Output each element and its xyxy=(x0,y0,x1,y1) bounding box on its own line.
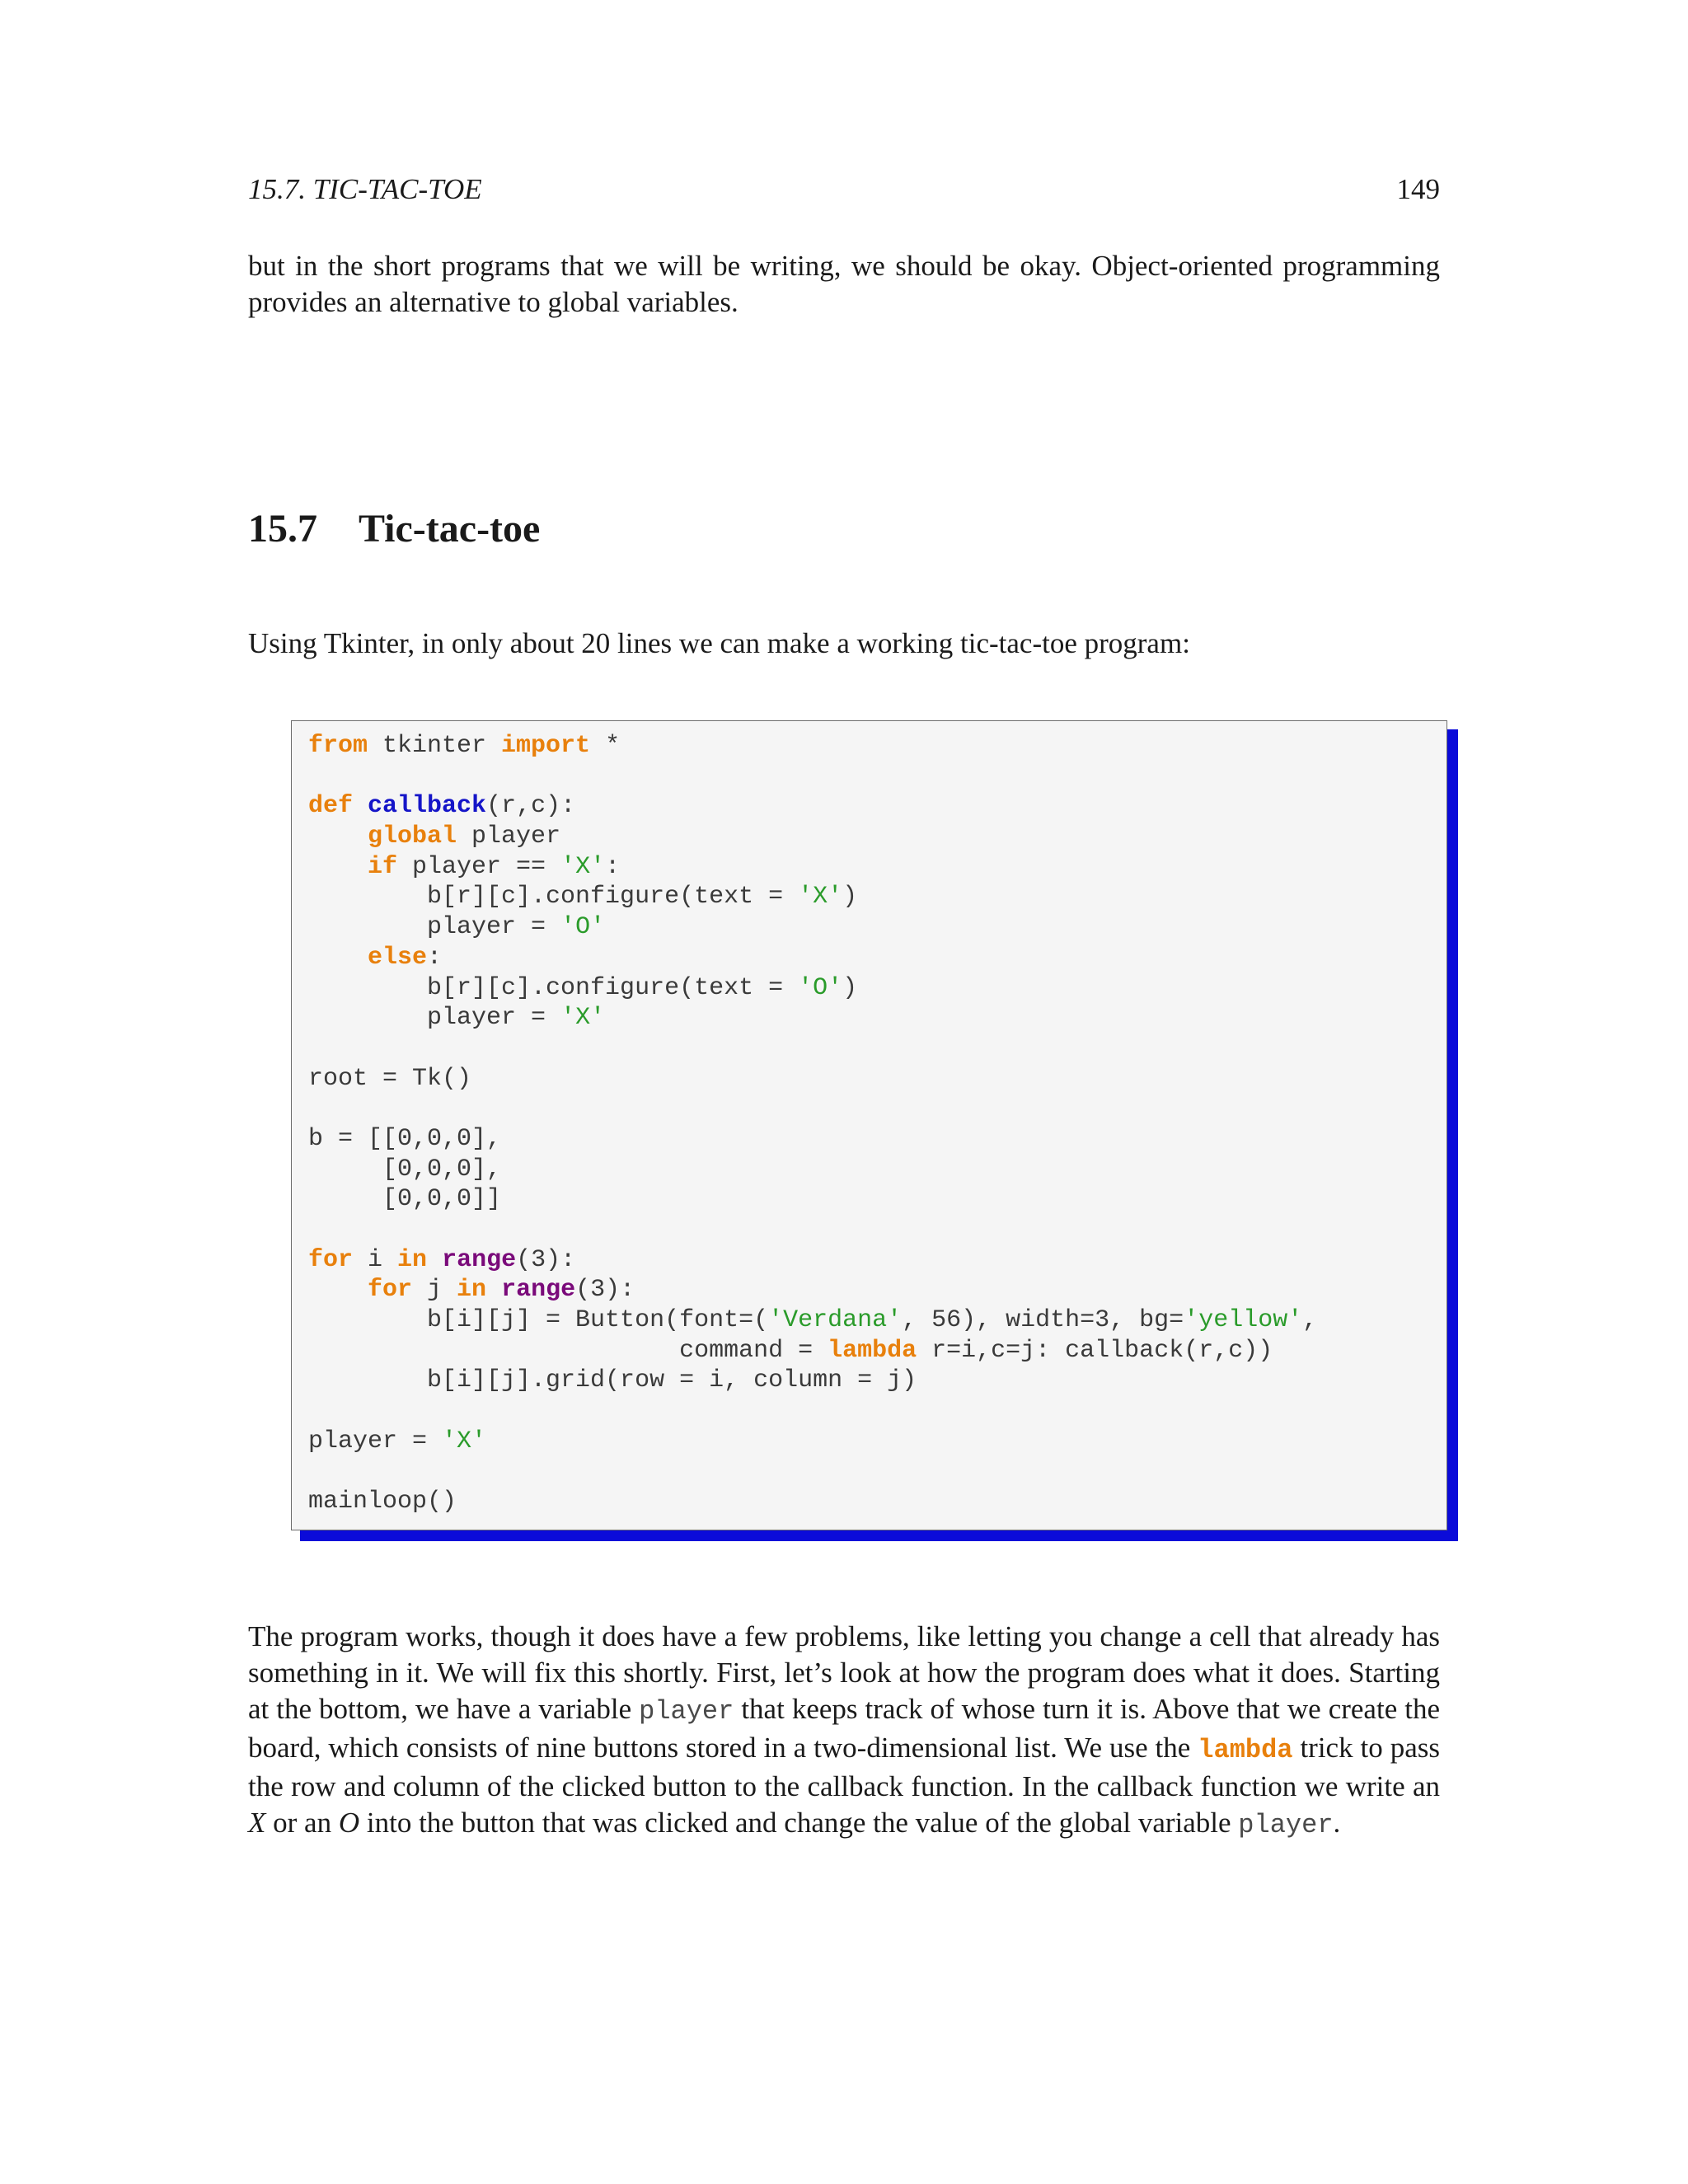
code-token: b[r][c].configure(text = xyxy=(308,883,799,912)
closing-text-6: . xyxy=(1333,1807,1341,1839)
intro-paragraph: but in the short programs that we will be writing, we should be okay. Object-oriented programming provides an alternative to global variables. xyxy=(248,250,1440,318)
code-token xyxy=(353,792,368,820)
code-token: tkinter xyxy=(368,732,502,760)
closing-text-2: that keeps track of whose turn it is. Above that we create the board, which consists of nine buttons stored in a two-dimensional list. We use the xyxy=(248,1693,1440,1764)
code-token xyxy=(427,1246,442,1274)
code-token: import xyxy=(501,732,591,760)
code-token: i xyxy=(353,1245,398,1274)
emphasis-o: O xyxy=(338,1807,360,1839)
code-line xyxy=(308,912,1317,943)
code-line xyxy=(308,1064,1317,1094)
code-token: (r,c): xyxy=(486,792,576,821)
code-token: (3): xyxy=(575,1276,635,1305)
code-line xyxy=(308,1336,1317,1366)
code-token: r=i,c=j: callback(r,c)) xyxy=(917,1336,1273,1365)
code-token: lambda xyxy=(828,1336,917,1365)
code-token: else xyxy=(368,943,428,972)
code-token: in xyxy=(397,1245,428,1274)
closing-text-5: into the button that was clicked and change the value of the global variable xyxy=(359,1807,1239,1839)
code-token: 'X' xyxy=(442,1427,487,1455)
code-token: 'X' xyxy=(798,883,843,912)
code-token: , xyxy=(1302,1306,1318,1335)
code-token xyxy=(308,1276,368,1304)
inline-code-player-2: player xyxy=(1238,1810,1334,1840)
code-token: in xyxy=(457,1276,487,1305)
code-token: [0,0,0], xyxy=(308,1155,502,1183)
code-token: 'O' xyxy=(798,973,843,1002)
code-token: ) xyxy=(842,883,858,912)
code-token: 'O' xyxy=(560,913,606,942)
code-token xyxy=(308,823,368,851)
section-title: Tic-tac-toe xyxy=(359,507,541,551)
code-token: b[r][c].configure(text = xyxy=(308,973,799,1002)
code-token: [0,0,0]] xyxy=(308,1185,502,1214)
code-line xyxy=(308,852,1317,883)
code-token: root = Tk() xyxy=(308,1064,472,1093)
code-token: ) xyxy=(842,973,858,1002)
code-token: : xyxy=(427,943,443,972)
code-token: player = xyxy=(308,1004,561,1033)
code-listing xyxy=(291,720,1447,1530)
chapter-title: 15.7. TIC-TAC-TOE xyxy=(248,173,482,205)
code-token: global xyxy=(368,823,457,851)
code-token: : xyxy=(605,852,621,881)
code-token: player = xyxy=(308,1427,443,1455)
page-number: 149 xyxy=(1396,173,1440,205)
code-line xyxy=(308,1124,1317,1155)
code-token: 'X' xyxy=(560,1004,606,1033)
code-token: if xyxy=(368,852,398,881)
code-line xyxy=(308,791,1317,822)
running-header xyxy=(248,171,1440,208)
code-token: def xyxy=(308,792,354,821)
closing-text-1: The program works, though it does have a few problems, like letting you change a cell that already has something in it. We will fix this shortly. First, let’s look at how the program does what it does. Starting at the bottom, we have a variable xyxy=(248,1620,1440,1725)
code-token: player == xyxy=(397,852,561,881)
code-token: 'yellow' xyxy=(1184,1306,1303,1335)
code-line xyxy=(308,1094,1317,1124)
code-lines xyxy=(308,731,1317,1517)
code-line xyxy=(308,1427,1317,1457)
code-line xyxy=(308,1305,1317,1336)
code-token: j xyxy=(412,1276,457,1305)
code-line xyxy=(308,1245,1317,1276)
code-token: player = xyxy=(308,913,561,942)
code-line xyxy=(308,1184,1317,1215)
code-line xyxy=(308,1003,1317,1033)
code-token: b = [[0,0,0], xyxy=(308,1124,502,1153)
code-line xyxy=(308,1396,1317,1427)
code-line xyxy=(308,1215,1317,1245)
code-token: from xyxy=(308,732,368,760)
code-token: command = xyxy=(308,1336,828,1365)
closing-text-4: or an xyxy=(265,1807,339,1839)
code-line xyxy=(308,973,1317,1004)
code-token: for xyxy=(308,1245,354,1274)
code-line xyxy=(308,731,1317,762)
code-token: mainloop() xyxy=(308,1488,457,1516)
code-line xyxy=(308,1487,1317,1517)
code-token xyxy=(308,853,368,881)
section-heading xyxy=(248,504,540,554)
emphasis-x: X xyxy=(248,1807,266,1839)
code-line xyxy=(308,882,1317,912)
inline-code-lambda: lambda xyxy=(1198,1735,1293,1765)
code-token: (3): xyxy=(516,1245,576,1274)
lead-paragraph: Using Tkinter, in only about 20 lines we can make a working tic-tac-toe program: xyxy=(248,627,1190,659)
code-token: 'X' xyxy=(560,852,606,881)
code-token: for xyxy=(368,1276,413,1305)
code-line xyxy=(308,1366,1317,1396)
code-line xyxy=(308,1457,1317,1488)
code-line xyxy=(308,762,1317,792)
code-line xyxy=(308,1275,1317,1305)
code-token: player xyxy=(457,823,561,851)
code-token: b[i][j] = Button(font=( xyxy=(308,1306,769,1335)
inline-code-player: player xyxy=(639,1696,734,1727)
code-token xyxy=(308,944,368,972)
code-token: * xyxy=(590,732,621,760)
code-token: callback xyxy=(368,792,487,821)
code-token: , 56), width=3, bg= xyxy=(902,1306,1184,1335)
code-line xyxy=(308,822,1317,852)
closing-paragraph xyxy=(248,1619,1440,1844)
code-line xyxy=(308,943,1317,973)
code-line xyxy=(308,1033,1317,1064)
section-number: 15.7 xyxy=(248,507,317,551)
code-token: 'Verdana' xyxy=(768,1306,903,1335)
code-token: range xyxy=(442,1245,517,1274)
code-token: b[i][j].grid(row = i, column = j) xyxy=(308,1366,917,1395)
code-token: range xyxy=(501,1276,576,1305)
closing-text-3: trick to pass the row and column of the clicked button to the callback function. In the callback function we write an xyxy=(248,1732,1440,1802)
code-token xyxy=(486,1276,501,1304)
code-line xyxy=(308,1155,1317,1185)
